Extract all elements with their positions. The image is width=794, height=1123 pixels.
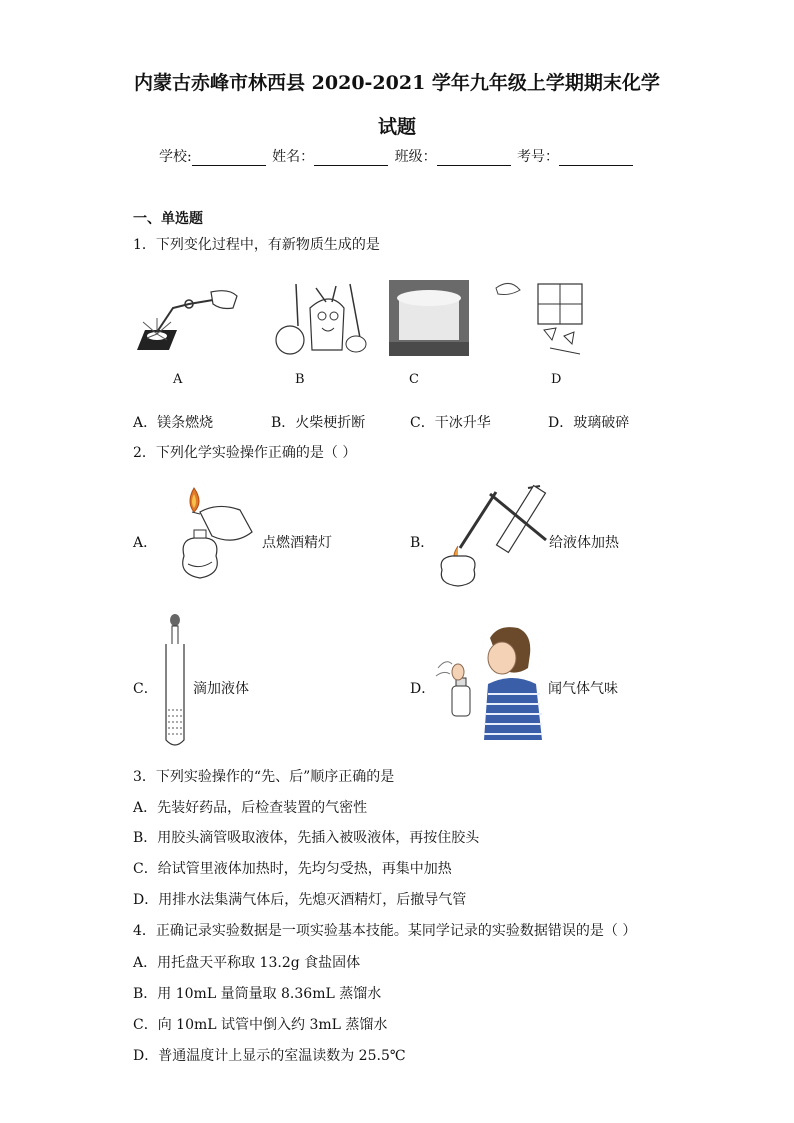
q2-option-d-letter: D． xyxy=(410,681,436,697)
q1-stem: 1．下列变化过程中，有新物质生成的是 xyxy=(133,237,380,253)
q1-option-a: A．镁条燃烧 xyxy=(133,415,214,431)
number-blank xyxy=(559,151,633,166)
q1-image-letter-b: B xyxy=(295,372,305,387)
q2-option-b-letter: B． xyxy=(410,535,435,551)
q3-stem: 3．下列实验操作的“先、后”顺序正确的是 xyxy=(133,769,395,785)
q3-option-a: A．先装好药品，后检查装置的气密性 xyxy=(133,800,368,816)
page-title-line2: 试题 xyxy=(377,116,416,138)
q4-option-b: B．用 10mL 量筒量取 8.36mL 蒸馏水 xyxy=(133,986,382,1002)
heating-liquid-image xyxy=(430,484,550,590)
smelling-gas-image xyxy=(432,624,544,740)
q3-option-c: C．给试管里液体加热时，先均匀受热，再集中加热 xyxy=(133,861,452,877)
student-info-line xyxy=(0,146,794,166)
q1-option-d: D．玻璃破碎 xyxy=(548,415,630,431)
q4-option-d: D．普通温度计上显示的室温读数为 25.5℃ xyxy=(133,1048,406,1064)
q2-option-a-caption: 点燃酒精灯 xyxy=(262,535,332,551)
q4-stem: 4．正确记录实验数据是一项实验基本技能。某同学记录的实验数据错误的是（ ） xyxy=(133,923,637,939)
alcohol-lamp-lighting-image xyxy=(160,484,260,588)
q1-image-letter-d: D xyxy=(551,372,562,387)
section-heading: 一、单选题 xyxy=(133,211,203,227)
number-label: 考号： xyxy=(517,149,560,165)
dropping-liquid-image xyxy=(160,614,190,750)
magnesium-burning-image xyxy=(133,278,243,358)
q2-option-c-letter: C． xyxy=(133,681,158,697)
q1-option-b: B．火柴梗折断 xyxy=(271,415,366,431)
class-blank xyxy=(437,151,511,166)
page-title-line1: 内蒙古赤峰市林西县 2020-2021 学年九年级上学期期末化学 xyxy=(134,72,660,94)
q1-image-letter-a: A xyxy=(173,372,183,387)
q1-option-c: C．干冰升华 xyxy=(410,415,491,431)
school-blank xyxy=(192,151,266,166)
dry-ice-image xyxy=(389,280,469,356)
q3-option-b: B．用胶头滴管吸取液体，先插入被吸液体，再按住胶头 xyxy=(133,830,480,846)
glass-breaking-image xyxy=(490,278,600,358)
q2-option-d-caption: 闻气体气味 xyxy=(548,681,618,697)
name-label: 姓名： xyxy=(272,149,315,165)
school-label: 学校: xyxy=(158,149,192,165)
q2-option-b-caption: 给液体加热 xyxy=(549,535,619,551)
class-label: 班级： xyxy=(394,149,437,165)
q2-option-c-caption: 滴加液体 xyxy=(193,681,249,697)
q2-stem: 2．下列化学实验操作正确的是（ ） xyxy=(133,445,357,461)
q2-option-a-letter: A． xyxy=(133,535,158,551)
matchstick-breaking-image xyxy=(270,278,370,358)
q3-option-d: D．用排水法集满气体后，先熄灭酒精灯，后撤导气管 xyxy=(133,892,467,908)
q1-image-letter-c: C xyxy=(409,372,419,387)
q4-option-c: C．向 10mL 试管中倒入约 3mL 蒸馏水 xyxy=(133,1017,388,1033)
name-blank xyxy=(314,151,388,166)
q4-option-a: A．用托盘天平称取 13.2g 食盐固体 xyxy=(133,955,361,971)
